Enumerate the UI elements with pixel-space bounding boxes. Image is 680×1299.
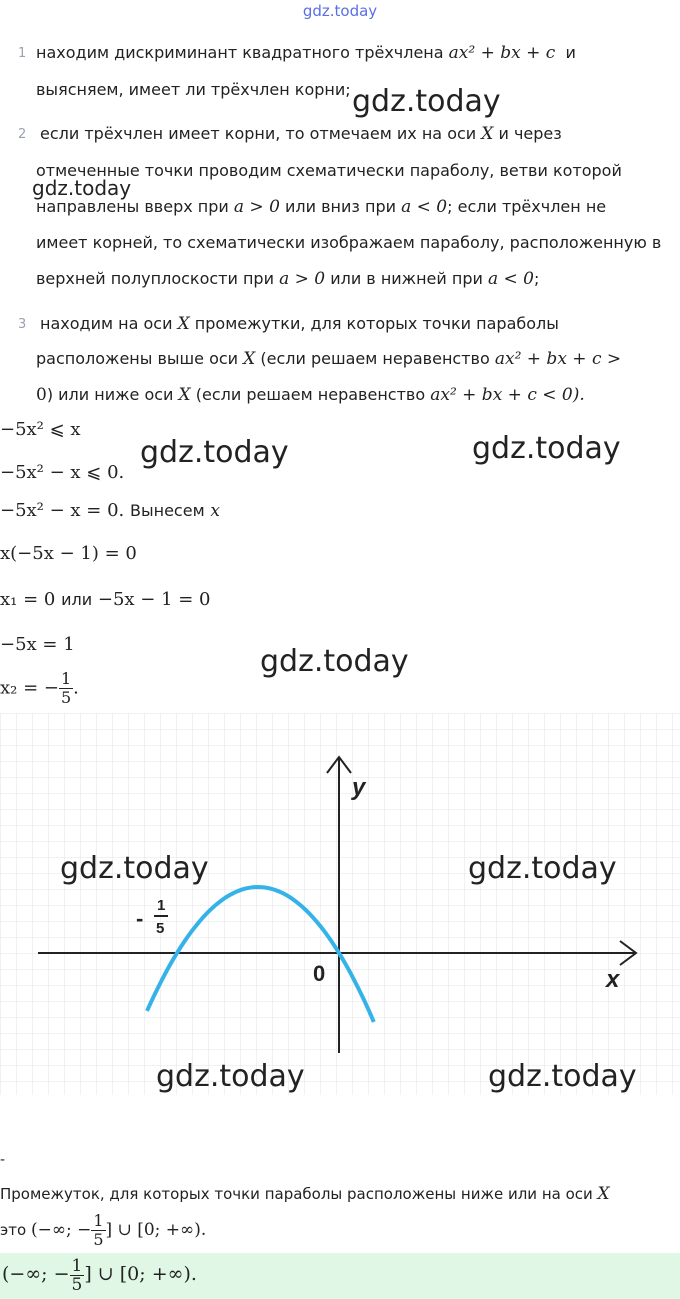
- fraction: [70, 1257, 85, 1294]
- step-text: [36, 385, 585, 405]
- solution-line: [0, 589, 211, 610]
- step-line: или вниз при: [285, 197, 397, 216]
- watermark: gdz.today: [352, 84, 501, 119]
- step-line: ; если трёхчлен не: [447, 197, 607, 216]
- text: это: [0, 1221, 27, 1239]
- y-axis-label: y: [352, 774, 366, 801]
- answer-box: [0, 1253, 680, 1299]
- site-link[interactable]: gdz.today: [302, 2, 378, 20]
- step-line: направлены вверх при: [36, 197, 229, 216]
- math-expr: a < 0: [487, 269, 534, 289]
- text: Вынесем: [130, 501, 205, 520]
- step-line: ) или ниже оси: [46, 385, 174, 404]
- step-line: отмеченные точки проводим схематически параболу, ветви которой: [36, 161, 622, 180]
- root-label-minus: -: [136, 906, 144, 931]
- solution-line: [0, 500, 220, 521]
- math-expr: ax² + bx + c: [448, 43, 556, 63]
- solution-line: −5x² ⩽ x: [0, 419, 81, 440]
- step-line: и через: [498, 124, 562, 143]
- separator-dash: -: [0, 1152, 6, 1168]
- step-text: верхней полуплоскости при a > 0 или в нижней при a < 0;: [36, 269, 540, 289]
- math-expr: (−∞; −: [30, 1220, 92, 1240]
- step-line: (если решаем неравенство: [195, 385, 426, 404]
- root-label-numerator: 1: [157, 897, 166, 914]
- denominator: 5: [93, 1230, 104, 1249]
- text: Промежуток, для которых точки параболы расположены ниже или на оси: [0, 1185, 593, 1203]
- answer: [2, 1257, 197, 1294]
- conclusion-interval: [0, 1212, 206, 1249]
- parabola-graph: [0, 713, 680, 1095]
- math-expr: X: [481, 124, 494, 144]
- denominator: 5: [60, 688, 72, 707]
- step-line: верхней полуплоскости при: [36, 269, 274, 288]
- solution-line: −5x² − x ⩽ 0.: [0, 462, 125, 483]
- watermark: gdz.today: [468, 851, 617, 886]
- step-line: выясняем, имеет ли трёхчлен корни;: [36, 80, 351, 99]
- watermark: gdz.today: [488, 1059, 637, 1094]
- step-number: 2: [18, 127, 27, 142]
- watermark: gdz.today: [32, 176, 132, 200]
- watermark: gdz.today: [260, 644, 409, 679]
- conclusion-text: [0, 1184, 610, 1204]
- math-expr: ax² + bx + c < 0).: [430, 385, 585, 405]
- math-expr: ] ∪ [0; +∞).: [105, 1220, 207, 1240]
- watermark: gdz.today: [472, 431, 621, 466]
- math-expr: a > 0: [279, 269, 326, 289]
- fraction: [59, 670, 73, 707]
- step-text: [40, 124, 562, 144]
- math-expr: X: [597, 1184, 610, 1204]
- step-line: находим на оси: [40, 314, 173, 333]
- math-expr: −5x − 1 = 0: [97, 589, 211, 610]
- watermark: gdz.today: [140, 435, 289, 470]
- numerator: 1: [71, 1256, 83, 1276]
- step-line: или в нижней при: [330, 269, 483, 288]
- step-line: промежутки, для которых точки параболы: [194, 314, 559, 333]
- fraction: [91, 1212, 105, 1249]
- math-expr: X: [243, 349, 256, 369]
- step-text: [36, 349, 621, 369]
- text: или: [61, 590, 93, 609]
- math-expr: x: [210, 501, 220, 521]
- step-number: 3: [18, 317, 27, 332]
- solution-line: −5x = 1: [0, 634, 75, 655]
- step-text: [40, 314, 559, 334]
- step-line: (если решаем неравенство: [260, 349, 490, 368]
- math-expr: 0: [36, 385, 47, 405]
- step-line: имеет корней, то схематически изображаем параболу, расположенную в: [36, 233, 662, 252]
- step-number: 1: [18, 46, 27, 61]
- watermark: gdz.today: [156, 1059, 305, 1094]
- numerator: 1: [93, 1211, 104, 1230]
- math-expr: ] ∪ [0; +∞).: [84, 1263, 197, 1285]
- math-expr: a < 0: [401, 197, 448, 217]
- math-expr: (−∞; −: [2, 1263, 70, 1285]
- denominator: 5: [71, 1275, 83, 1295]
- root-label-denominator: 5: [156, 920, 165, 937]
- math-expr: X: [178, 385, 191, 405]
- math-expr: ax² + bx + c >: [494, 349, 622, 369]
- step-text: [36, 197, 606, 217]
- step-line: если трёхчлен имеет корни, то отмечаем их на оси: [40, 124, 477, 143]
- math-expr: X: [177, 314, 190, 334]
- solution-line: x₂ = − $\frac{1}{5}$ .: [0, 669, 79, 707]
- math-expr: x₂ = −: [0, 677, 59, 699]
- math-expr: a > 0: [233, 197, 280, 217]
- step-line: расположены выше оси: [36, 349, 239, 368]
- origin-label: 0: [313, 961, 326, 986]
- x-axis-label: x: [606, 966, 620, 993]
- numerator: 1: [60, 669, 72, 688]
- step-line: находим дискриминант квадратного трёхчлена: [36, 43, 444, 62]
- math-expr: −5x² − x = 0.: [0, 500, 125, 521]
- solution-line: x(−5x − 1) = 0: [0, 543, 137, 564]
- step-line: и: [565, 43, 576, 62]
- math-expr: x₁ = 0: [0, 589, 56, 610]
- watermark: gdz.today: [60, 851, 209, 886]
- step-text: [36, 43, 576, 63]
